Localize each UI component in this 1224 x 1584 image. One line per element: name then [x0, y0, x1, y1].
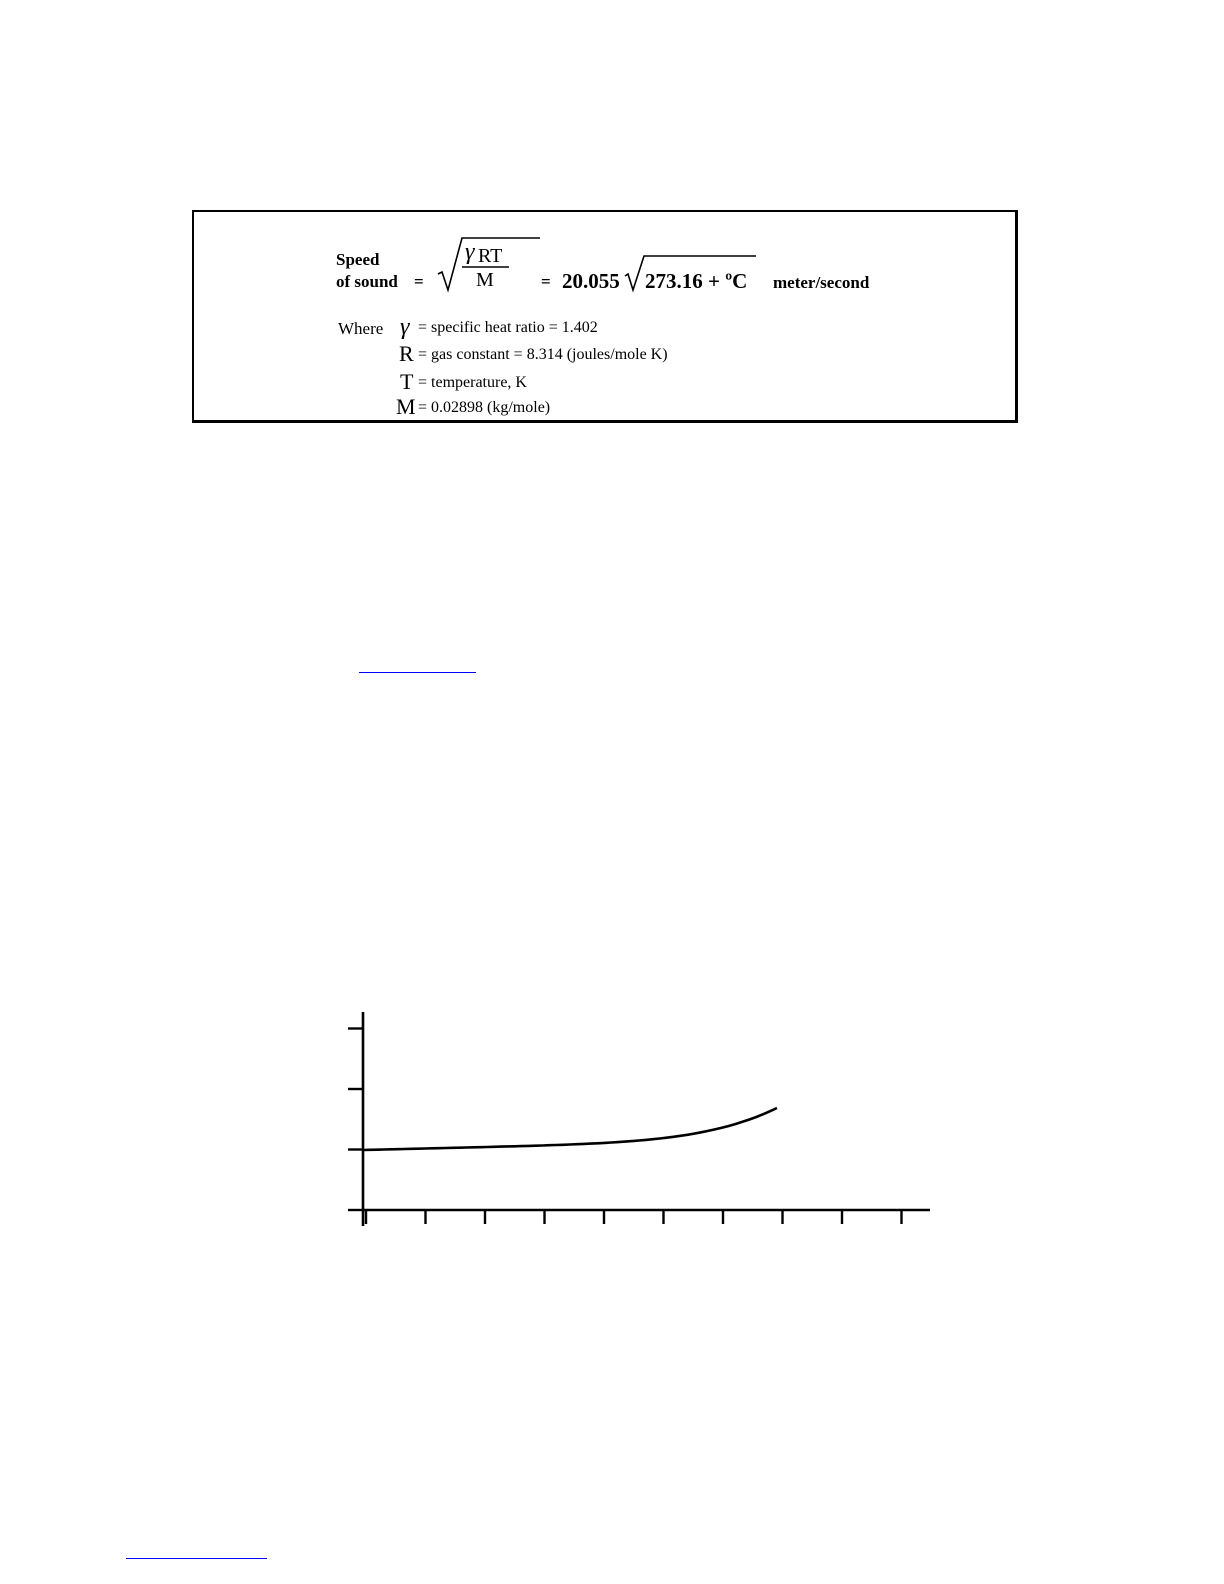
rt-numerator: RT: [478, 245, 503, 267]
equals-sign-2: =: [541, 272, 551, 291]
t-def-symbol: T: [400, 369, 414, 394]
t-definition: = temperature, K: [418, 374, 527, 391]
x-axis-ticks: [366, 1210, 902, 1224]
r-definition: = gas constant = 8.314 (joules/mole K): [418, 346, 668, 363]
where-label: Where: [338, 319, 384, 338]
y-axis-ticks: [348, 1029, 363, 1211]
radicand: 273.16 + ºC: [645, 269, 748, 293]
unit-label: meter/second: [773, 273, 870, 292]
graph-curve: [363, 1108, 777, 1150]
equals-sign-1: =: [414, 272, 424, 291]
m-definition: = 0.02898 (kg/mole): [418, 399, 551, 416]
r-def-symbol: R: [399, 341, 414, 366]
speed-label: Speed: [336, 250, 380, 269]
gamma-symbol: γ: [465, 239, 475, 265]
m-denominator: M: [476, 269, 494, 291]
of-sound-label: of sound: [336, 272, 398, 291]
coefficient: 20.055: [562, 269, 620, 293]
m-def-symbol: M: [396, 394, 416, 419]
gamma-def-symbol: γ: [400, 314, 410, 340]
graph-axes: [363, 1012, 930, 1226]
gamma-definition: = specific heat ratio = 1.402: [418, 319, 598, 336]
